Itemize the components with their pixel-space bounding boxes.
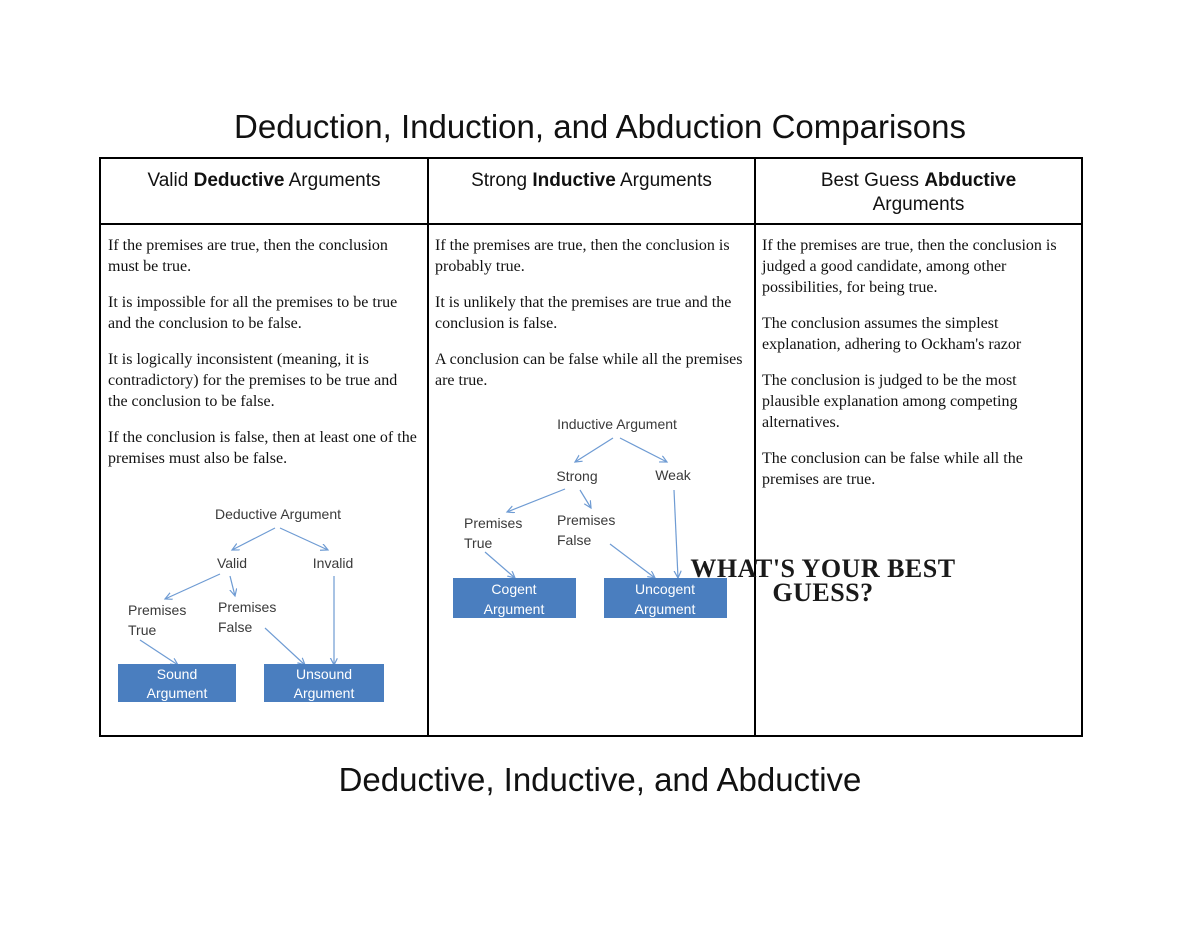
box-label: Sound [156, 666, 198, 682]
paragraph: A conclusion can be false while all the premises are true. [435, 351, 743, 389]
box-label: Argument [146, 685, 208, 701]
column-divider [427, 159, 429, 735]
paragraph: It is logically inconsistent (meaning, it is contradictory) for the premises to be true and the conclusion to be false. [108, 351, 398, 410]
page-subtitle: Deductive, Inductive, and Abductive [338, 761, 862, 798]
paragraph: The conclusion can be false while all the premises are true. [762, 450, 1023, 488]
best-guess-image [663, 554, 983, 607]
diagram-premises-true-2: True [464, 535, 493, 551]
paragraph: If the premises are true, then the conclusion must be true. [108, 237, 388, 275]
image-text-line: GUESS? [772, 578, 874, 607]
box-label: Argument [483, 601, 545, 617]
box-label: Unsound [295, 666, 353, 682]
diagram-left: Valid [216, 555, 248, 571]
paragraph: The conclusion assumes the simplest explanation, adhering to Ockham's razor [762, 315, 1022, 353]
header-abductive: Best Guess Abductive Arguments [820, 170, 1017, 215]
box-label: Argument [634, 601, 696, 617]
diagram-right: Weak [655, 467, 691, 483]
header-divider [101, 223, 1081, 225]
box-label: Argument [293, 685, 355, 701]
header-inductive: Strong Inductive Arguments [471, 170, 712, 191]
diagram-root: Deductive Argument [214, 506, 342, 522]
diagram-premises-false-2: False [218, 619, 253, 635]
diagram-premises-true: Premises [128, 602, 187, 618]
paragraph: It is unlikely that the premises are true and the conclusion is false. [435, 294, 732, 332]
diagram-premises-true-2: True [128, 622, 157, 638]
paragraph: It is impossible for all the premises to be true and the conclusion to be false. [108, 294, 398, 332]
deductive-diagram [110, 500, 410, 710]
paragraph: If the conclusion is false, then at least one of the premises must also be false. [108, 429, 417, 467]
diagram-right: Invalid [312, 555, 354, 571]
header-deductive: Valid Deductive Arguments [147, 170, 381, 191]
abductive-text [762, 235, 1078, 505]
column-divider [754, 159, 756, 735]
diagram-premises-false-2: False [557, 532, 592, 548]
page-title: Deduction, Induction, and Abduction Comparisons [234, 108, 966, 145]
paragraph: The conclusion is judged to be the most plausible explanation among competing alternatives. [762, 372, 1018, 431]
image-text-line: WHAT'S YOUR BEST [690, 554, 956, 583]
diagram-premises-false: Premises [557, 512, 616, 528]
box-label: Cogent [491, 581, 537, 597]
diagram-root: Inductive Argument [557, 416, 677, 432]
box-label: Uncogent [635, 581, 695, 597]
paragraph: If the premises are true, then the conclusion is judged a good candidate, among other possibilities, for being true. [762, 237, 1057, 296]
inductive-text [435, 235, 750, 406]
paragraph: If the premises are true, then the conclusion is probably true. [435, 237, 730, 275]
deductive-text [108, 235, 420, 484]
diagram-premises-true: Premises [464, 515, 523, 531]
diagram-premises-false: Premises [218, 599, 277, 615]
diagram-left: Strong [556, 468, 598, 484]
